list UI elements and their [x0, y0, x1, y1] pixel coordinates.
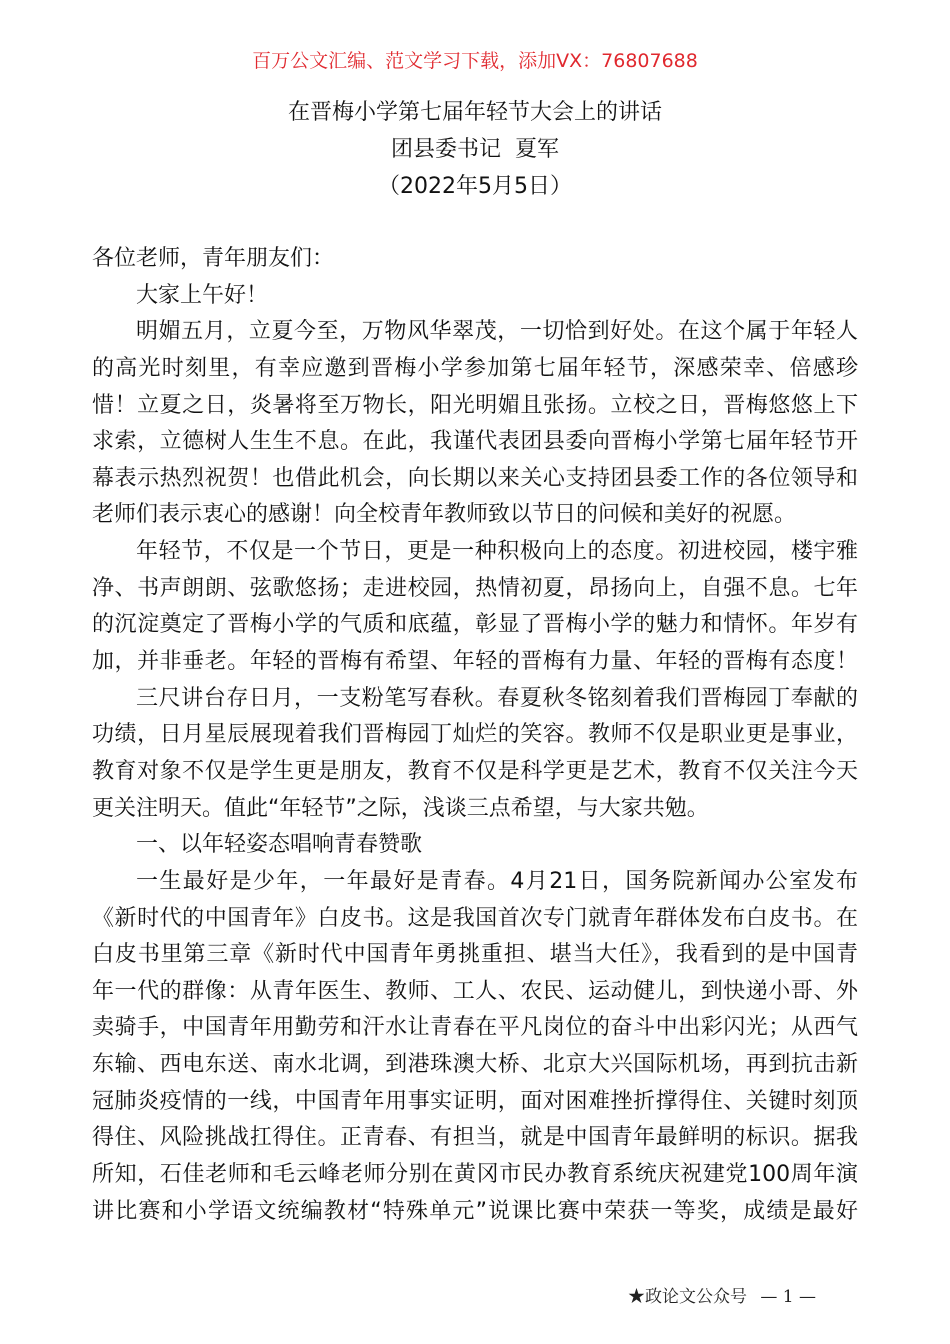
watermark-banner: 百万公文汇编、范文学习下载，添加VX：76807688 [252, 50, 698, 72]
text-line: 东输、西电东送、南水北调，到港珠澳大桥、北京大兴国际机场，再到抗击新 [92, 1052, 858, 1078]
text-line: 年轻节，不仅是一个节日，更是一种积极向上的态度。初进校园，楼宇雅 [136, 539, 858, 565]
text-line: 《新时代的中国青年》白皮书。这是我国首次专门就青年群体发布白皮书。在 [92, 905, 858, 931]
text-line: 净、书声朗朗、弦歌悠扬；走进校园，热情初夏，昂扬向上，自强不息。七年 [92, 575, 858, 601]
document-body [92, 241, 858, 1230]
text-line: 卖骑手，中国青年用勤劳和汗水让青春在平凡岗位的奋斗中出彩闪光；从西气 [92, 1015, 858, 1041]
text-line: 更关注明天。值此“年轻节”之际，浅谈三点希望，与大家共勉。 [92, 795, 709, 821]
speaker-line: 团县委书记 夏军 [391, 137, 559, 162]
text-line: 的高光时刻里，有幸应邀到晋梅小学参加第七届年轻节，深感荣幸、倍感珍 [92, 355, 858, 381]
footer-source: ★政论文公众号 [628, 1287, 747, 1307]
text-line: 求索，立德树人生生不息。在此，我谨代表团县委向晋梅小学第七届年轻节开 [92, 429, 858, 455]
text-line: 惜！立夏之日，炎暑将至万物长，阳光明媚且张扬。立校之日，晋梅悠悠上下 [92, 392, 858, 418]
text-line: 老师们表示衷心的感谢！向全校青年教师致以节日的问候和美好的祝愿。 [92, 502, 797, 528]
text-line: 功绩，日月星辰展现着我们晋梅园丁灿烂的笑容。教师不仅是职业更是事业， [92, 722, 858, 748]
text-line: 大家上午好！ [136, 282, 269, 308]
text-line: 加，并非垂老。年轻的晋梅有希望、年轻的晋梅有力量、年轻的晋梅有态度！ [92, 649, 858, 675]
text-line: 明媚五月，立夏今至，万物风华翠茂，一切恰到好处。在这个属于年轻人 [136, 319, 858, 345]
text-line: 的沉淀奠定了晋梅小学的气质和底蕴，彰显了晋梅小学的魅力和情怀。年岁有 [92, 612, 858, 638]
text-line: 教育对象不仅是学生更是朋友，教育不仅是科学更是艺术，教育不仅关注今天 [92, 758, 858, 784]
text-line: 冠肺炎疫情的一线，中国青年用事实证明，面对困难挫折撑得住、关键时刻顶 [92, 1088, 858, 1114]
speech-date: （2022年5月5日） [378, 174, 572, 199]
text-line: 得住、风险挑战扛得住。正青春、有担当，就是中国青年最鲜明的标识。据我 [92, 1125, 858, 1151]
text-line: 所知，石佳老师和毛云峰老师分别在黄冈市民办教育系统庆祝建党100周年演 [92, 1162, 858, 1188]
text-line: 年一代的群像：从青年医生、教师、工人、农民、运动健儿，到快递小哥、外 [92, 978, 858, 1004]
page-number: — 1 — [760, 1287, 817, 1307]
text-line: 白皮书里第三章《新时代中国青年勇挑重担、堪当大任》，我看到的是中国青 [92, 942, 858, 968]
text-line: 一、以年轻姿态唱响青春赞歌 [136, 832, 423, 858]
page-footer [628, 1282, 824, 1307]
document-title: 在晋梅小学第七届年轻节大会上的讲话 [287, 100, 662, 125]
text-line: 一生最好是少年，一年最好是青春。4月21日，国务院新闻办公室发布 [136, 868, 858, 894]
text-line: 三尺讲台存日月，一支粉笔写春秋。春夏秋冬铭刻着我们晋梅园丁奉献的 [136, 685, 858, 711]
text-line: 各位老师，青年朋友们： [92, 246, 335, 271]
text-line: 幕表示热烈祝贺！也借此机会，向长期以来关心支持团县委工作的各位领导和 [92, 465, 858, 491]
text-line: 讲比赛和小学语文统编教材“特殊单元”说课比赛中荣获一等奖，成绩是最好 [92, 1198, 858, 1224]
